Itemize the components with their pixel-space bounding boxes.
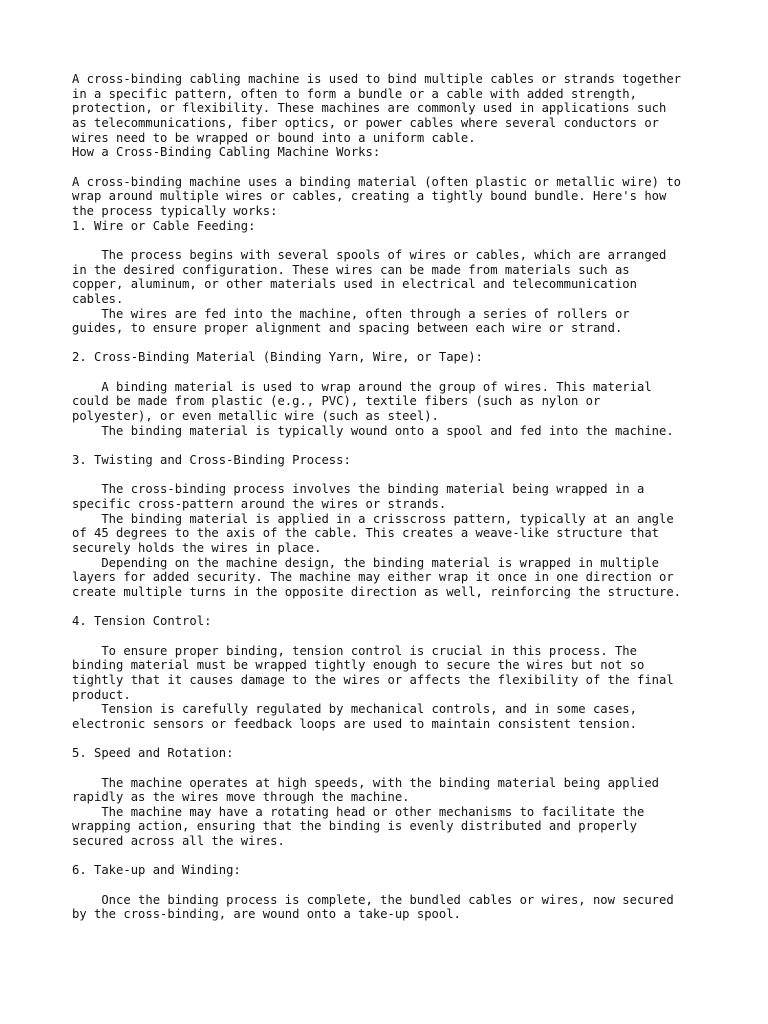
text-line: The binding material is typically wound onto a spool and fed into the machine. xyxy=(72,423,674,438)
text-line: The machine operates at high speeds, with the binding material being applied xyxy=(72,775,659,790)
text-line: A cross-binding machine uses a binding material (often plastic or metallic wire) to xyxy=(72,174,682,189)
text-line: The cross-binding process involves the binding material being wrapped in a xyxy=(72,482,645,497)
text-line: secured across all the wires. xyxy=(72,834,285,849)
text-line: The binding material is applied in a crisscross pattern, typically at an angle xyxy=(72,511,674,526)
text-line: polyester), or even metallic wire (such as steel). xyxy=(72,409,439,424)
text-line: binding material must be wrapped tightly enough to secure the wires but not so xyxy=(72,658,645,673)
text-line: The machine may have a rotating head or other mechanisms to facilitate the xyxy=(72,804,645,819)
step-heading: 1. Wire or Cable Feeding: xyxy=(72,218,256,233)
text-line: as telecommunications, fiber optics, or power cables where several conductors or xyxy=(72,115,659,130)
text-line: guides, to ensure proper alignment and spacing between each wire or strand. xyxy=(72,321,623,336)
text-line: create multiple turns in the opposite direction as well, reinforcing the structure. xyxy=(72,584,682,599)
text-line: wrapping action, ensuring that the binding is evenly distributed and properly xyxy=(72,819,637,834)
text-line: specific cross-pattern around the wires or strands. xyxy=(72,497,447,512)
text-line: layers for added security. The machine may either wrap it once in one direction or xyxy=(72,570,674,585)
text-line: cables. xyxy=(72,291,124,306)
text-line: Tension is carefully regulated by mechanical controls, and in some cases, xyxy=(72,702,637,717)
text-line: Depending on the machine design, the binding material is wrapped in multiple xyxy=(72,555,659,570)
text-line: securely holds the wires in place. xyxy=(72,541,322,555)
text-line: wrap around multiple wires or cables, creating a tightly bound bundle. Here's how xyxy=(72,189,667,204)
section-heading: How a Cross-Binding Cabling Machine Works: xyxy=(72,145,381,160)
text-line: The process begins with several spools of wires or cables, which are arranged xyxy=(72,247,667,262)
text-line: protection, or flexibility. These machines are commonly used in applications such xyxy=(72,101,667,116)
step-heading: 2. Cross-Binding Material (Binding Yarn, Wire, or Tape): xyxy=(72,350,483,365)
document-body xyxy=(72,72,712,922)
text-line: product. xyxy=(72,687,131,702)
step-heading: 6. Take-up and Winding: xyxy=(72,863,241,878)
text-line: To ensure proper binding, tension control is crucial in this process. The xyxy=(72,643,637,658)
text-line: A binding material is used to wrap around the group of wires. This material xyxy=(72,379,652,394)
step-heading: 4. Tension Control: xyxy=(72,614,212,629)
text-line: in the desired configuration. These wires can be made from materials such as xyxy=(72,262,630,277)
text-line: could be made from plastic (e.g., PVC), textile fibers (such as nylon or xyxy=(72,394,601,409)
text-line: in a specific pattern, often to form a bundle or a cable with added strength, xyxy=(72,86,637,101)
text-line: the process typically works: xyxy=(72,203,278,218)
text-line: copper, aluminum, or other materials used in electrical and telecommunication xyxy=(72,277,637,292)
text-line: A cross-binding cabling machine is used to bind multiple cables or strands together xyxy=(72,72,682,86)
text-line: of 45 degrees to the axis of the cable. This creates a weave-like structure that xyxy=(72,526,659,541)
text-line: tightly that it causes damage to the wires or affects the flexibility of the final xyxy=(72,672,674,687)
text-line: rapidly as the wires move through the machine. xyxy=(72,790,410,805)
document-page xyxy=(72,72,712,922)
text-line: by the cross-binding, are wound onto a take-up spool. xyxy=(72,907,461,922)
text-line: The wires are fed into the machine, often through a series of rollers or xyxy=(72,306,630,321)
step-heading: 3. Twisting and Cross-Binding Process: xyxy=(72,453,351,468)
text-line: Once the binding process is complete, the bundled cables or wires, now secured xyxy=(72,892,674,907)
text-line: wires need to be wrapped or bound into a uniform cable. xyxy=(72,130,476,145)
text-line: electronic sensors or feedback loops are used to maintain consistent tension. xyxy=(72,716,637,731)
step-heading: 5. Speed and Rotation: xyxy=(72,746,234,761)
